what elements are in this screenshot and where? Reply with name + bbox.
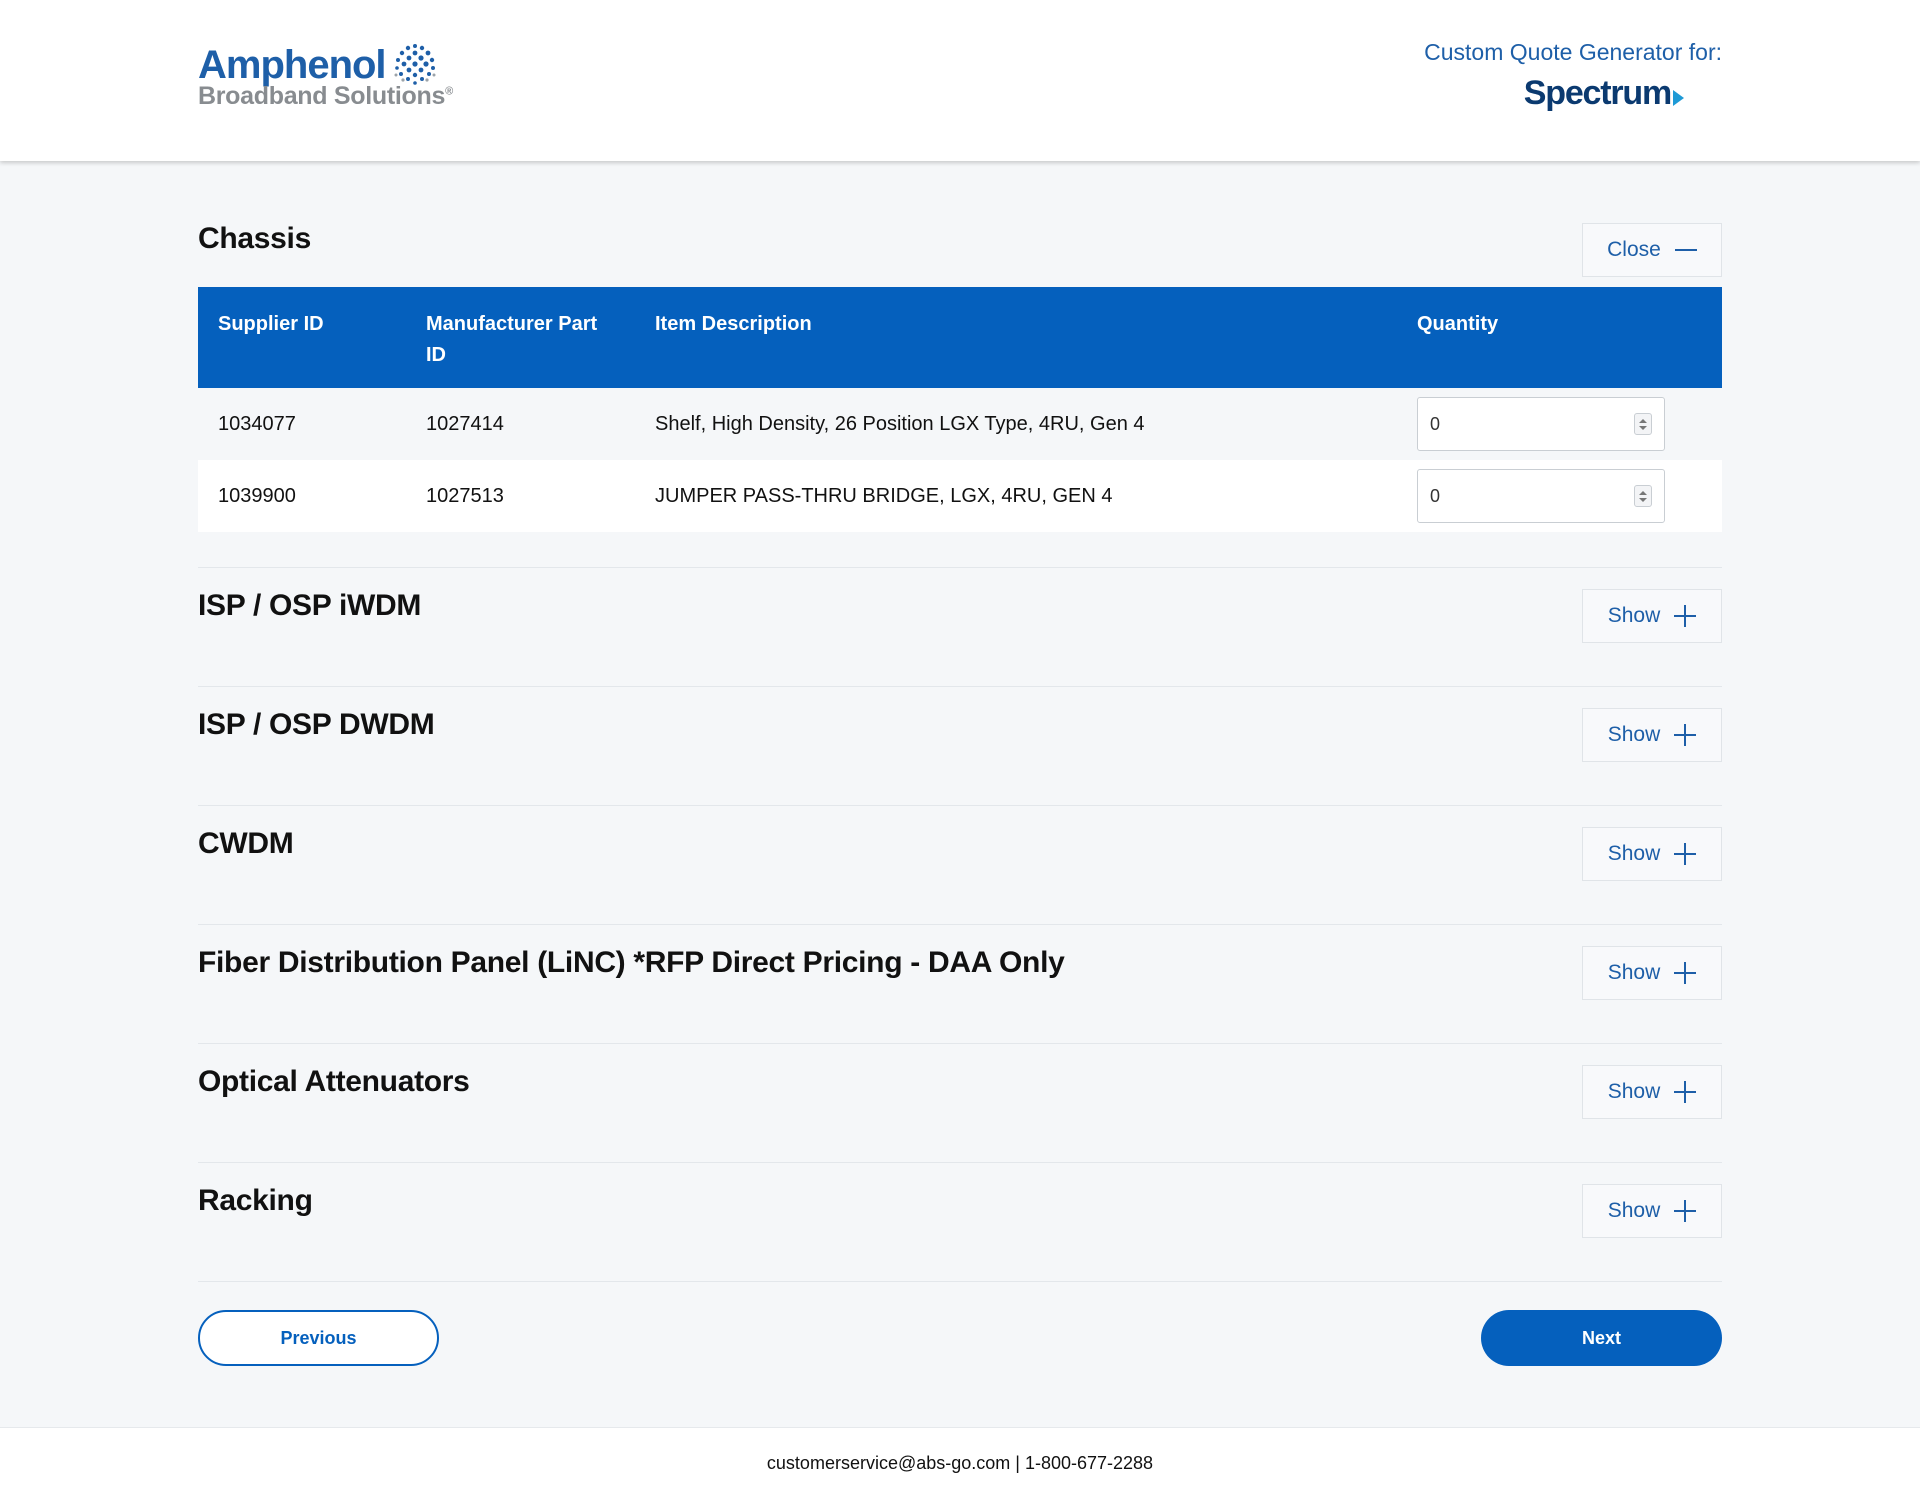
plus-icon xyxy=(1674,843,1696,865)
spectrum-logo xyxy=(1524,74,1684,113)
section-fiber-distribution-panel xyxy=(198,925,1722,1044)
show-button[interactable] xyxy=(1582,946,1722,1000)
quantity-stepper[interactable] xyxy=(1417,469,1665,523)
table-row xyxy=(198,460,1722,532)
quantity-value[interactable]: 0 xyxy=(1430,413,1441,434)
section-chassis xyxy=(198,161,1722,568)
column-header-supplier-id: Supplier ID xyxy=(218,313,324,335)
section-title: Fiber Distribution Panel (LiNC) *RFP Direct Pricing - DAA Only xyxy=(198,946,1065,979)
wizard-navigation xyxy=(198,1310,1722,1366)
footer-contact[interactable]: customerservice@abs-go.com | 1-800-677-2288 xyxy=(766,1452,1154,1473)
show-button[interactable] xyxy=(1582,589,1722,643)
chassis-table xyxy=(198,287,1722,532)
toggle-label: Close xyxy=(1607,238,1661,261)
play-arrow-icon xyxy=(1673,90,1684,106)
chassis-close-button[interactable] xyxy=(1582,223,1722,277)
show-button[interactable] xyxy=(1582,1065,1722,1119)
plus-icon xyxy=(1674,1200,1696,1222)
plus-icon xyxy=(1674,962,1696,984)
supplier-id-cell: 1039900 xyxy=(218,484,296,507)
section-optical-attenuators xyxy=(198,1044,1722,1163)
show-button[interactable] xyxy=(1582,708,1722,762)
page-footer xyxy=(0,1427,1920,1510)
toggle-label: Show xyxy=(1607,1080,1661,1103)
part-id-cell: 1027414 xyxy=(426,412,504,435)
column-header-manufacturer-part-id: Manufacturer Part ID xyxy=(426,313,598,366)
spectrum-logo-text: Spectrum xyxy=(1523,74,1671,112)
section-title: CWDM xyxy=(198,827,294,860)
toggle-label: Show xyxy=(1607,604,1661,627)
quote-generator-info xyxy=(1424,38,1722,113)
description-cell: Shelf, High Density, 26 Position LGX Type, 4RU, Gen 4 xyxy=(655,412,1145,435)
amphenol-logo[interactable] xyxy=(198,42,453,111)
page-header xyxy=(0,0,1920,161)
section-title-chassis: Chassis xyxy=(198,222,311,255)
toggle-label: Show xyxy=(1607,723,1661,746)
part-id-cell: 1027513 xyxy=(426,484,504,507)
brand-name: Amphenol xyxy=(198,43,386,87)
section-isp-osp-dwdm xyxy=(198,687,1722,806)
quantity-stepper[interactable] xyxy=(1417,397,1665,451)
stepper-arrows-icon[interactable] xyxy=(1634,485,1652,507)
supplier-id-cell: 1034077 xyxy=(218,412,296,435)
next-button[interactable]: Next xyxy=(1481,1310,1722,1366)
show-button[interactable] xyxy=(1582,827,1722,881)
toggle-label: Show xyxy=(1607,842,1661,865)
section-title: Optical Attenuators xyxy=(198,1065,470,1098)
stepper-arrows-icon[interactable] xyxy=(1634,413,1652,435)
section-isp-osp-iwdm xyxy=(198,568,1722,687)
column-header-item-description: Item Description xyxy=(655,313,812,335)
minus-icon xyxy=(1675,239,1697,261)
column-header-quantity: Quantity xyxy=(1417,313,1499,335)
toggle-label: Show xyxy=(1607,1199,1661,1222)
section-cwdm xyxy=(198,806,1722,925)
section-title: ISP / OSP iWDM xyxy=(198,589,422,622)
plus-icon xyxy=(1674,724,1696,746)
plus-icon xyxy=(1674,1081,1696,1103)
section-title: Racking xyxy=(198,1184,313,1217)
plus-icon xyxy=(1674,605,1696,627)
toggle-label: Show xyxy=(1607,961,1661,984)
quantity-value[interactable]: 0 xyxy=(1430,485,1441,506)
section-racking xyxy=(198,1163,1722,1282)
show-button[interactable] xyxy=(1582,1184,1722,1238)
section-title: ISP / OSP DWDM xyxy=(198,708,435,741)
quote-generator-label: Custom Quote Generator for: xyxy=(1424,39,1722,65)
table-row xyxy=(198,388,1722,460)
brand-subtitle: Broadband Solutions® xyxy=(198,82,453,110)
table-header-row xyxy=(198,287,1722,388)
main-content xyxy=(198,161,1722,1282)
description-cell: JUMPER PASS-THRU BRIDGE, LGX, 4RU, GEN 4 xyxy=(655,484,1113,507)
previous-button[interactable]: Previous xyxy=(198,1310,439,1366)
